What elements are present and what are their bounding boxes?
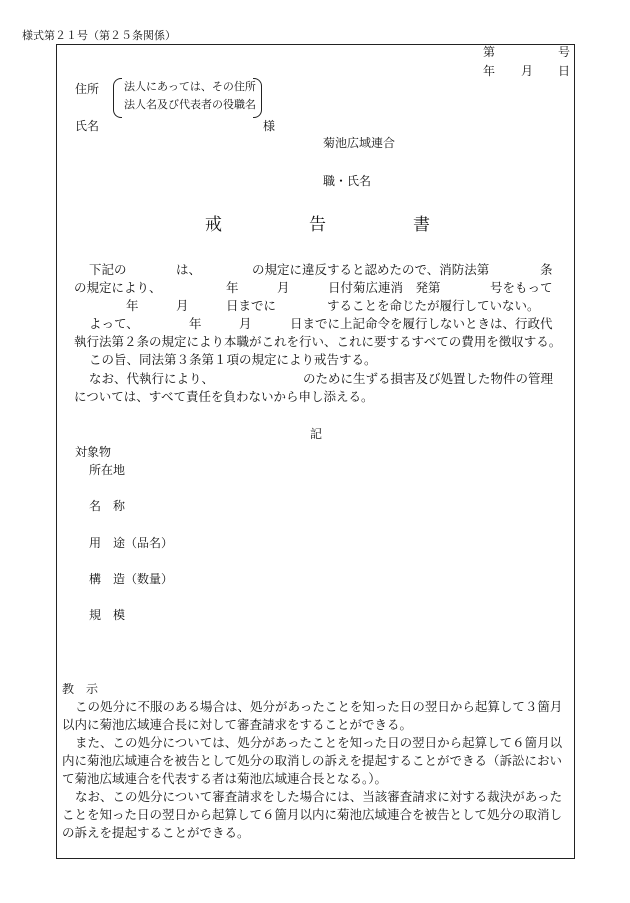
instruction-heading: 教 示 [62,682,99,696]
body-text: なお、代執行により、 [89,371,215,386]
title-char-sho: 書 [413,215,430,235]
location-label: 所在地 [89,463,126,477]
date-year: 年 [483,64,496,78]
body-text: 月 [277,280,290,295]
body-text: 下記の [89,262,127,277]
body-text: 月 [176,298,189,313]
instruction-text: て菊池広域連合を代表する者は菊池広域連合長となる。）。 [62,771,388,786]
title-char-kai: 戒 [205,215,222,235]
body-text: のために生ずる損害及び処置した物件の管理 [303,371,554,386]
body-text: 日までに [226,298,277,313]
instruction-text: 以内に菊池広域連合長に対して審査請求をすることができる。 [62,717,413,732]
body-text: 執行法第２条の規定により本職がこれを行い、これに要するすべての費用を徴収する。 [74,334,562,349]
body-text: この旨、同法第３条第１項の規定により戒告する。 [89,352,377,367]
object-name-label: 名 称 [89,499,126,513]
instruction-text: ことを知った日の翌日から起算して６箇月以内に菊池広域連合を被告として処分の取消し [62,807,563,822]
target-object-label: 対象物 [75,445,112,459]
issuer-position: 職・氏名 [323,174,372,188]
form-number-label: 様式第２１号（第２５条関係） [22,29,176,42]
body-text: 条 [540,262,553,277]
use-label: 用 途（品名） [89,536,174,550]
body-text: については、すべて責任を負わないから申し添える。 [74,389,374,404]
document-number-dai: 第 [483,45,496,59]
issuer-organization: 菊池広域連合 [323,136,396,150]
address-note-line1: 法人にあっては、その住所 [124,80,256,93]
body-text: することを命じたが履行していない。 [327,298,540,313]
body-text: 年 [226,280,239,295]
instruction-text: の訴えを提起することができる。 [62,825,250,840]
body-text: は、 [176,262,202,277]
body-text: の規定に違反すると認めたので、消防法第 [252,262,490,277]
instruction-text: この処分に不服のある場合は、処分があったことを知った日の翌日から起算して３箇月 [75,699,563,714]
body-text: 日までに上記命令を履行しないときは、行政代 [290,316,553,331]
date-month: 月 [521,64,534,78]
name-label: 氏名 [75,119,100,133]
structure-label: 構 造（数量） [89,572,174,586]
body-text: の規定により、 [74,280,162,295]
right-bracket [253,78,262,118]
instruction-text: また、この処分については、処分があったことを知った日の翌日から起算して６箇月以 [75,735,563,750]
body-text: 号をもって [490,280,553,295]
body-text: 日付菊広連消 発第 [328,280,441,295]
instruction-text: なお、この処分について審査請求をした場合には、当該審査請求に対する裁決があった [75,789,563,804]
scale-label: 規 模 [89,608,126,622]
document-number-go: 号 [558,45,571,59]
left-bracket [113,78,122,118]
body-text: 年 [126,298,139,313]
title-char-koku: 告 [309,215,326,235]
address-label: 住所 [75,82,100,96]
address-note-line2: 法人名及び代表者の役職名 [124,98,256,111]
instruction-text: 内に菊池広域連合を被告として処分の取消しの訴えを提起することができる（訴訟におい [62,753,563,768]
body-text: 月 [239,316,252,331]
ki-heading: 記 [310,427,323,441]
honorific-sama: 様 [263,119,276,133]
date-day: 日 [558,64,571,78]
body-text: よって、 [89,316,139,331]
body-text: 年 [189,316,202,331]
